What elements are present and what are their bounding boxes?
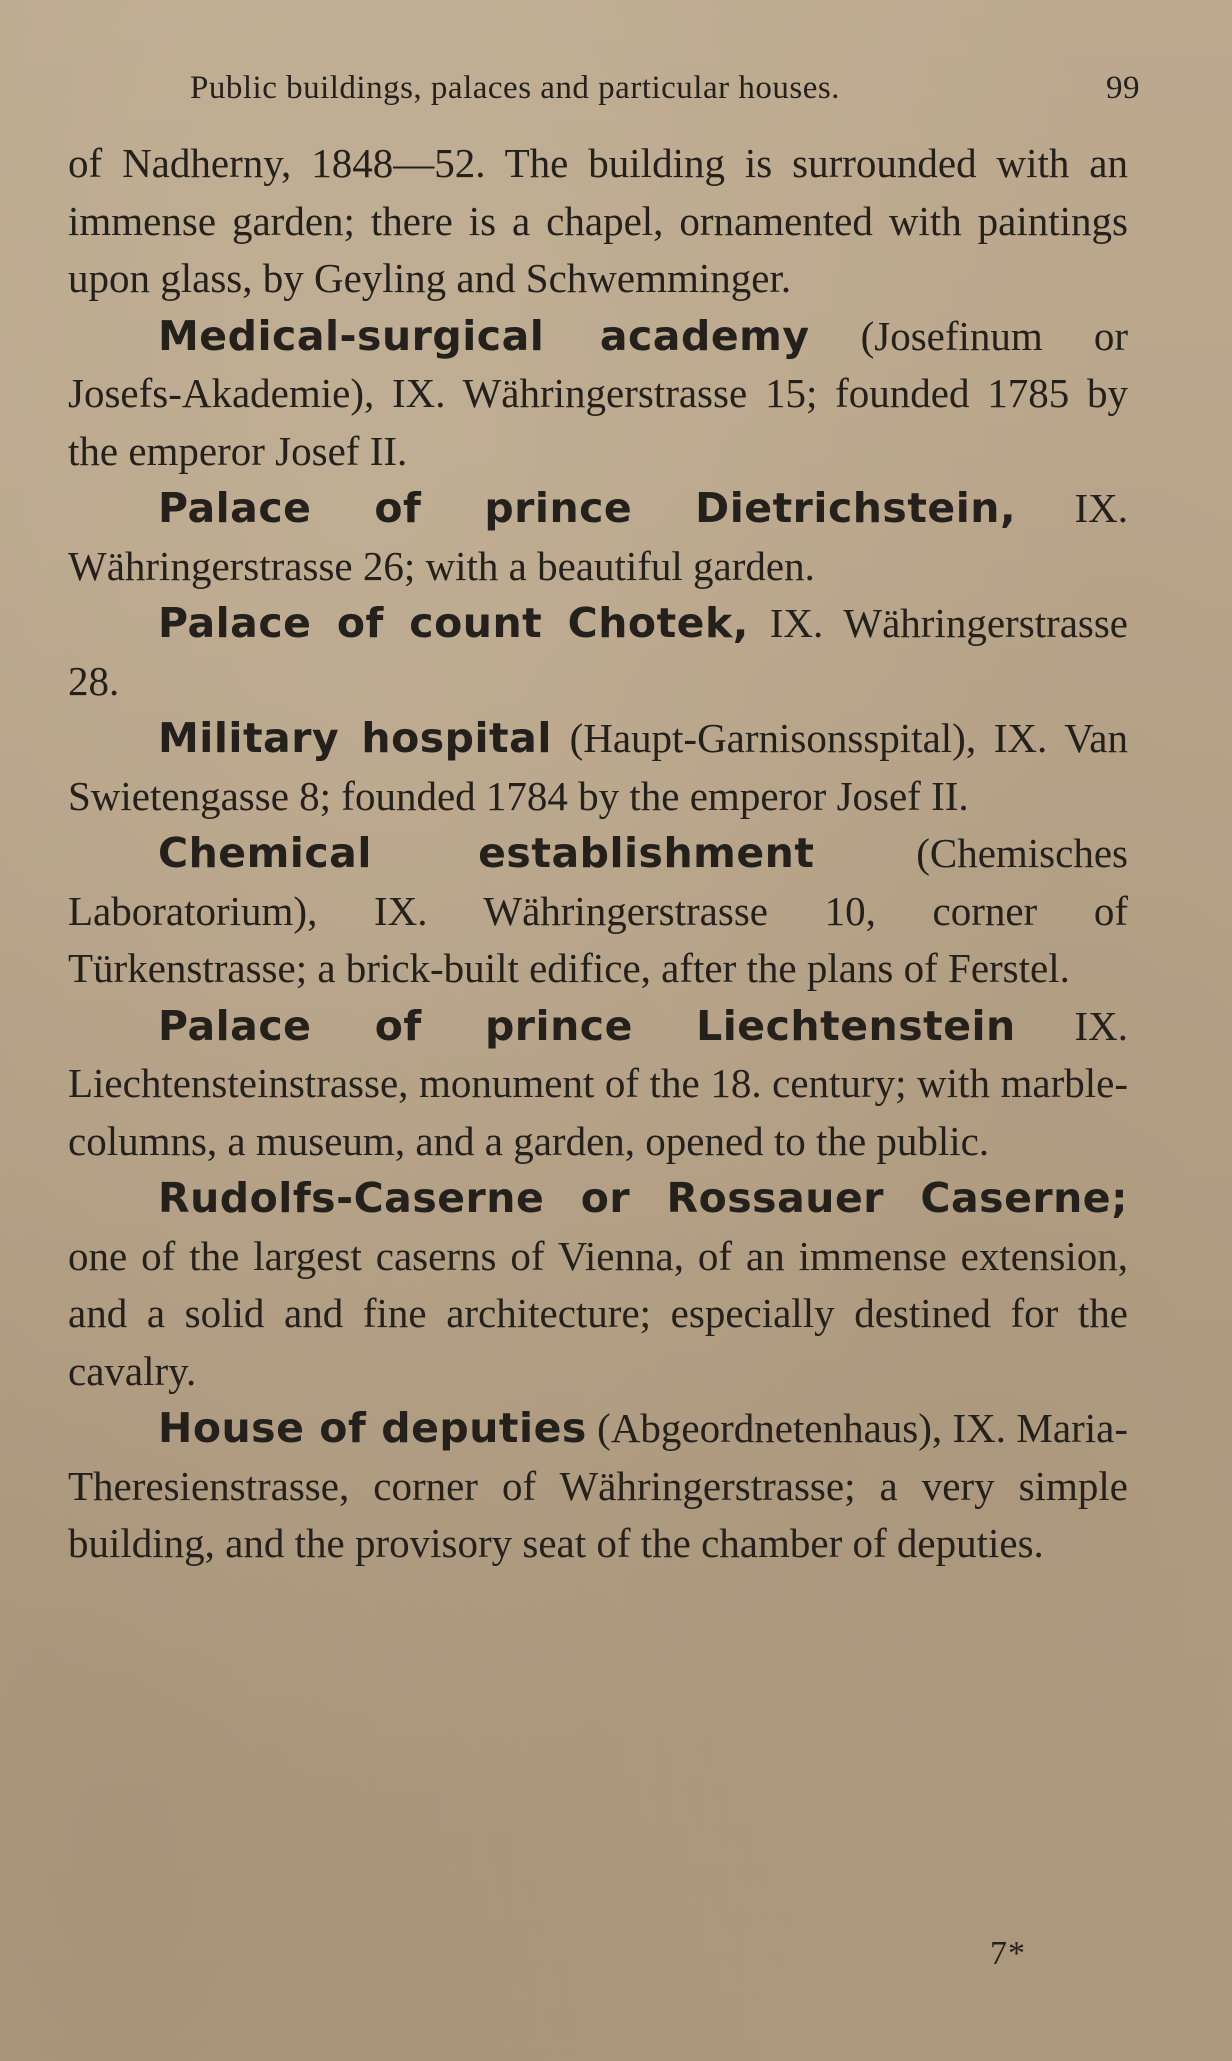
- entry-house-of-deputies: [68, 1400, 1128, 1573]
- entry-text: (Chemisches Laboratorium), IX. Währingerstrasse 10, corner of Türkenstrasse; a brick-built edifice, after the plans of Ferstel.: [68, 830, 1128, 991]
- entry-palace-dietrichstein: [68, 480, 1128, 595]
- entry-text: IX. Währingerstrasse 26; with a beautiful garden.: [68, 485, 1128, 589]
- entry-heading: Chemical establishment: [158, 829, 815, 877]
- entry-text: (Abgeordnetenhaus), IX. Maria-Theresienstrasse, corner of Währingerstrasse; a very simple building, and the provisory seat of the chamber of deputies.: [68, 1405, 1128, 1566]
- entry-heading: Palace of prince Liechtenstein: [158, 1001, 1016, 1050]
- page-number: 99: [1106, 70, 1140, 106]
- entry-text: (Josefinum or Josefs-Akademie), IX. Währingerstrasse 15; founded 1785 by the emperor Josef II.: [68, 312, 1128, 474]
- entry-heading: Palace of count Chotek,: [158, 599, 749, 647]
- entry-medical-surgical-academy: [68, 308, 1128, 481]
- body-text: [68, 135, 1128, 1573]
- entry-chemical-establishment: [68, 825, 1128, 998]
- entry-heading: Medical-surgical academy: [158, 311, 810, 360]
- entry-text: one of the largest caserns of Vienna, of an immense extension, and a solid and fine architecture; especially destined for the cavalry.: [68, 1232, 1128, 1394]
- entry-heading: House of deputies: [158, 1404, 587, 1452]
- entry-heading: Rudolfs-Caserne or Rossauer Caserne;: [158, 1174, 1128, 1222]
- entry-rudolfs-caserne: [68, 1170, 1128, 1400]
- entry-text: of Nadherny, 1848—52. The building is surrounded with an immense garden; there is a chapel, ornamented with paintings upon glass, by Geyling and Schwemminger.: [68, 140, 1128, 301]
- running-title: Public buildings, palaces and particular houses.: [190, 70, 840, 106]
- entry-military-hospital: [68, 710, 1128, 825]
- entry-palace-liechtenstein: [68, 998, 1128, 1171]
- entry-nadherny-continuation: [68, 135, 1128, 308]
- entry-heading: Military hospital: [158, 714, 552, 762]
- signature-mark: 7*: [990, 1935, 1026, 1972]
- entry-palace-chotek: [68, 595, 1128, 710]
- entry-text: (Haupt-Garnisonsspital), IX. Van Swietengasse 8; founded 1784 by the emperor Josef II.: [68, 715, 1128, 819]
- entry-text: IX. Liechtensteinstrasse, monument of the 18. century; with marble-columns, a museum, and a garden, opened to the public.: [68, 1002, 1128, 1164]
- running-header: [190, 70, 1150, 120]
- entry-heading: Palace of prince Dietrichstein,: [158, 484, 1017, 532]
- entry-text: IX. Währingerstrasse 28.: [68, 600, 1128, 704]
